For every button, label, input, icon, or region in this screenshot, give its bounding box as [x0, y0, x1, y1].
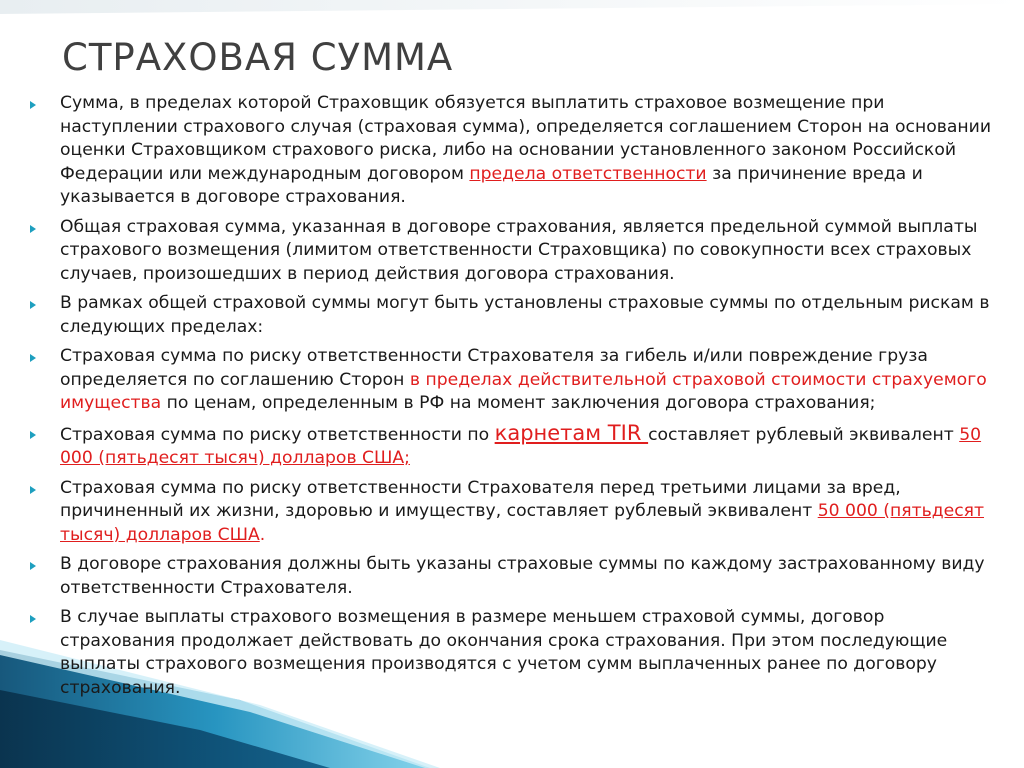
bullet-text: . [259, 524, 266, 545]
bullet-text: В случае выплаты страхового возмещения в размере меньшем страховой суммы, договор страхования продолжает действовать до окончания срока страхования. При этом последующие выплаты страхового возмещения производятся с учетом сумм выплаченных ранее по договору страхования. [60, 607, 948, 698]
bullet-item [28, 345, 1003, 416]
bullet-arrow-icon [30, 354, 36, 362]
highlight-link[interactable]: предела ответственности [469, 163, 707, 184]
bullet-arrow-icon [30, 486, 36, 494]
bullet-arrow-icon [30, 225, 36, 233]
highlight-link[interactable]: 50 000 (пятьдесят тысяч) долларов США [60, 501, 984, 545]
bullet-text: В рамках общей страховой суммы могут быть установлены страховые суммы по отдельным рискам в следующих пределах: [60, 293, 990, 337]
bullet-arrow-icon [30, 301, 36, 309]
bullet-text: Страховая сумма по риску ответственности Страхователя за гибель и/или повреждение груза определяется по соглашению Сторон [60, 346, 928, 390]
bullet-text: за причинение вреда и указывается в договоре страхования. [60, 163, 923, 207]
highlight-link[interactable]: карнетам TIR [494, 420, 649, 445]
bullet-item [28, 292, 1003, 339]
bullet-text: по ценам, определенным в РФ на момент заключения договора страхования; [161, 393, 876, 413]
highlight-text: в пределах действительной страховой стоимости страхуемого имущества [60, 369, 987, 413]
bullet-item [28, 216, 1003, 287]
bullet-text: Сумма, в пределах которой Страховщик обязуется выплатить страховое возмещение при наступлении страхового случая (страховая сумма), определяется соглашением Сторон на основании оценки Страховщиком страхового риска, либо на основании установленного законом Российской Федерации или международным договором [60, 93, 991, 184]
bullet-item [28, 477, 1003, 548]
bullet-text: Страховая сумма по риску ответственности по [60, 424, 495, 445]
slide-title: СТРАХОВАЯ СУММА [62, 36, 454, 79]
bullet-item [28, 422, 1003, 471]
bullet-text: В договоре страхования должны быть указаны страховые суммы по каждому застрахованному виду ответственности Страхователя. [60, 554, 985, 598]
bullet-item [28, 606, 1003, 700]
bullet-arrow-icon [30, 562, 36, 570]
bullet-list [28, 92, 1003, 706]
bullet-item [28, 553, 1003, 600]
bullet-item [28, 92, 1003, 210]
bullet-text: составляет рублевый эквивалент [648, 424, 960, 445]
bullet-arrow-icon [30, 101, 36, 109]
highlight-link[interactable]: 50 000 (пятьдесят тысяч) долларов США; [60, 424, 982, 468]
bullet-arrow-icon [30, 615, 36, 623]
bullet-arrow-icon [30, 431, 36, 439]
bullet-text: Общая страховая сумма, указанная в договоре страхования, является предельной суммой выплаты страхового возмещения (лимитом ответственности Страховщика) по совокупности всех страховых случаев, произошедших в период действия договора страхования. [60, 216, 978, 284]
bullet-text: Страховая сумма по риску ответственности Страхователя перед третьими лицами за вред, причиненный их жизни, здоровью и имуществу, составляет рублевый эквивалент [60, 477, 901, 521]
